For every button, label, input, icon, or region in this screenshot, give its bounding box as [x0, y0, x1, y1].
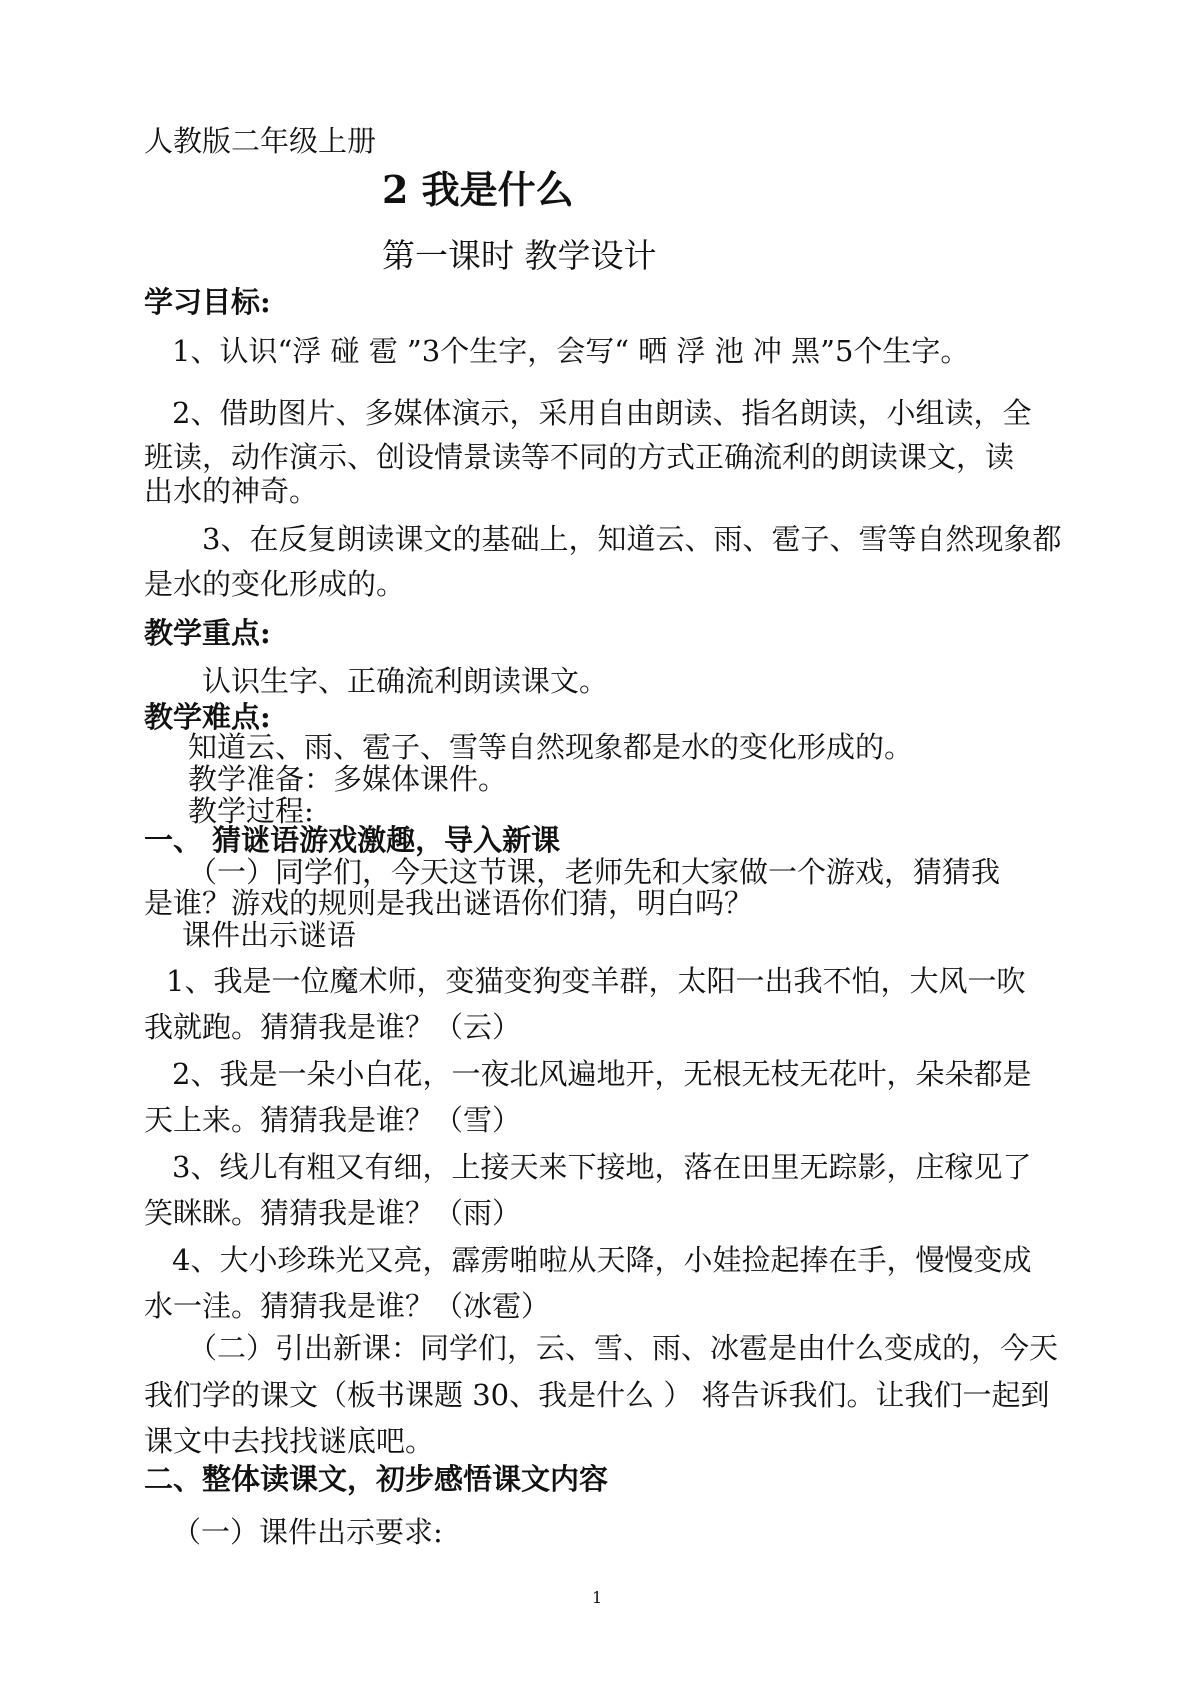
key-points-text: 认识生字、正确流利朗读课文。: [202, 664, 609, 698]
teaching-process: 教学过程:: [188, 794, 314, 828]
riddle-2-line-1: 2、我是一朵小白花，一夜北风遍地开，无根无枝无花叶，朵朵都是: [172, 1057, 1032, 1091]
key-points-heading: 教学重点:: [144, 616, 271, 650]
objective-3-line-2: 是水的变化形成的。: [144, 567, 406, 601]
edition-label: 人教版二年级上册: [144, 124, 377, 158]
riddle-1-line-1: 1、我是一位魔术师，变猫变狗变羊群，太阳一出我不怕，大风一吹: [166, 964, 1026, 998]
riddle-3-line-2: 笑眯眯。猜猜我是谁？（雨）: [144, 1196, 522, 1230]
page-number: 1: [592, 1588, 603, 1607]
lesson-title: 2 我是什么: [382, 167, 574, 212]
section-1-para-1-line-3: 课件出示谜语: [182, 918, 357, 952]
objective-2-line-3: 出水的神奇。: [144, 474, 319, 508]
riddle-4-line-2: 水一洼。猜猜我是谁？（冰雹）: [144, 1289, 551, 1323]
riddle-4-line-1: 4、大小珍珠光又亮，霹雳啪啦从天降，小娃捡起捧在手，慢慢变成: [172, 1243, 1032, 1277]
section-1-heading: 一、 猜谜语游戏激趣，导入新课: [144, 823, 561, 857]
objective-2-line-1: 2、借助图片、多媒体演示，采用自由朗读、指名朗读，小组读，全: [172, 396, 1032, 430]
section-2-para-1: （一）课件出示要求:: [172, 1515, 443, 1549]
section-1-para-1-line-1: （一）同学们，今天这节课，老师先和大家做一个游戏，猜猜我: [188, 855, 1001, 889]
objective-3-line-1: 3、在反复朗读课文的基础上，知道云、雨、雹子、雪等自然现象都: [202, 522, 1062, 556]
difficulties-text: 知道云、雨、雹子、雪等自然现象都是水的变化形成的。: [188, 730, 914, 764]
riddle-1-line-2: 我就跑。猜猜我是谁？（云）: [144, 1010, 522, 1044]
riddle-3-line-1: 3、线儿有粗又有细，上接天来下接地，落在田里无踪影，庄稼见了: [172, 1150, 1032, 1184]
teaching-prep: 教学准备：多媒体课件。: [188, 762, 508, 796]
riddle-2-line-2: 天上来。猜猜我是谁？（雪）: [144, 1103, 522, 1137]
section-1-para-2-line-1: （二）引出新课：同学们，云、雪、雨、冰雹是由什么变成的，今天: [188, 1331, 1059, 1365]
difficulties-heading: 教学难点:: [144, 700, 271, 734]
section-1-para-1-line-2: 是谁？游戏的规则是我出谜语你们猜，明白吗？: [144, 886, 754, 920]
objectives-heading: 学习目标:: [144, 285, 271, 319]
lesson-subtitle: 第一课时 教学设计: [382, 236, 657, 275]
section-1-para-2-line-3: 课文中去找找谜底吧。: [144, 1424, 435, 1458]
section-1-para-2-line-2: 我们学的课文（板书课题 30、我是什么 ） 将告诉我们。让我们一起到: [144, 1378, 1050, 1412]
objective-1: 1、认识“浮 碰 雹 ”3个生字，会写“ 晒 浮 池 冲 黑”5个生字。: [172, 334, 970, 368]
objective-2-line-2: 班读，动作演示、创设情景读等不同的方式正确流利的朗读课文，读: [144, 440, 1015, 474]
section-2-heading: 二、整体读课文，初步感悟课文内容: [144, 1462, 609, 1496]
